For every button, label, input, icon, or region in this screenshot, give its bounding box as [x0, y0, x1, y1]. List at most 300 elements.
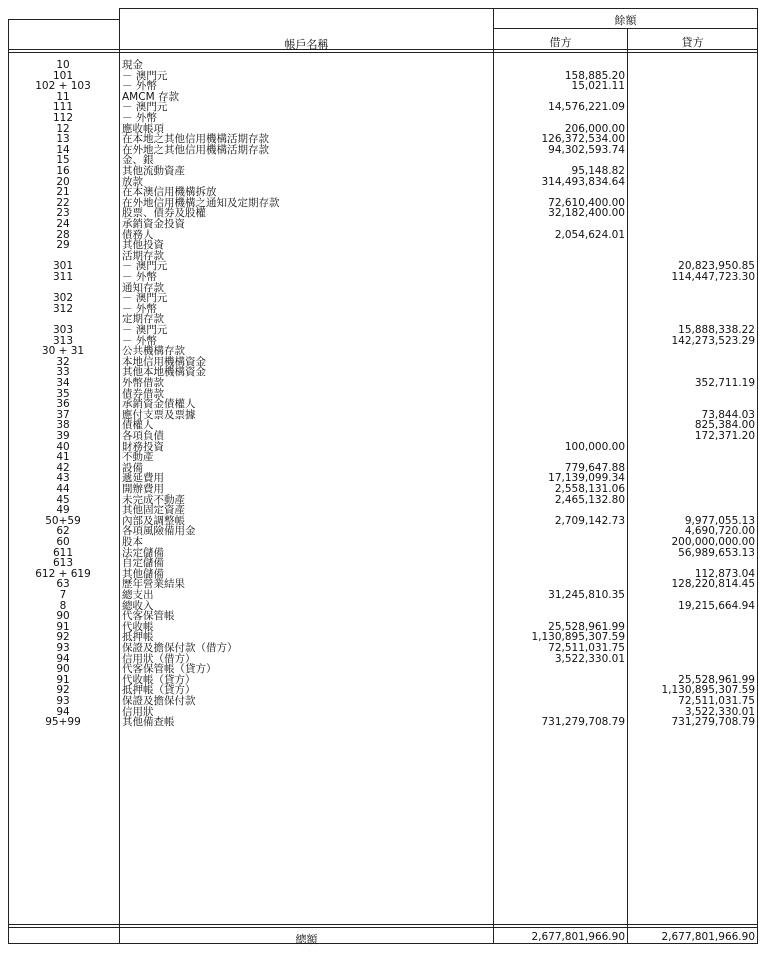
account-name: 其他本地機構資金 — [122, 366, 206, 379]
table-row — [8, 717, 758, 728]
credit-amount: 73,844.03 — [701, 408, 755, 421]
total-top-line-1 — [8, 924, 758, 925]
account-name: － 外幣 — [122, 302, 157, 315]
credit-amount: 114,447,723.30 — [671, 271, 755, 283]
debit-amount: 779,647.88 — [564, 461, 625, 474]
credit-amount — [630, 622, 755, 633]
credit-amount — [630, 484, 755, 495]
table-row — [8, 230, 758, 241]
debit-amount: 32,182,400.00 — [548, 207, 625, 220]
debit-amount — [496, 558, 625, 569]
debit-amount — [496, 675, 625, 686]
account-name: 定期存款 — [122, 313, 164, 326]
debit-amount — [496, 283, 625, 294]
account-code: 40 — [56, 440, 70, 453]
header-bottom-line-2 — [8, 52, 758, 53]
debit-amount — [496, 325, 625, 336]
debit-amount: 206,000.00 — [564, 122, 625, 135]
table-row — [8, 675, 758, 686]
debit-amount: 72,511,031.75 — [548, 642, 625, 654]
account-name: 活期存款 — [122, 249, 164, 262]
table-row — [8, 601, 758, 612]
account-name: 保證及擔保付款（借方） — [122, 642, 238, 654]
account-code: 13 — [56, 133, 70, 146]
account-code: 92 — [56, 631, 70, 644]
credit-amount — [630, 293, 755, 304]
debit-amount — [496, 272, 625, 283]
table-row — [8, 367, 758, 378]
account-name: 代客保管帳（貸方） — [122, 663, 217, 676]
debit-amount — [496, 601, 625, 612]
account-name: 承銷資金債權人 — [122, 398, 196, 411]
debit-amount: 2,709,142.73 — [554, 514, 625, 527]
table-row — [8, 579, 758, 590]
account-name: 債券借款 — [122, 387, 164, 400]
credit-amount: 25,528,961.99 — [678, 673, 755, 686]
debit-amount: 731,279,708.79 — [541, 716, 625, 729]
account-code: 94 — [56, 705, 70, 718]
credit-amount — [630, 346, 755, 357]
credit-amount: 15,888,338.22 — [678, 324, 755, 336]
account-name: 不動產 — [122, 451, 154, 464]
account-name: 保證及擔保付款 — [122, 695, 196, 707]
account-name: 信用狀（借方） — [122, 652, 196, 665]
debit-amount — [496, 304, 625, 315]
account-code: 63 — [56, 578, 70, 591]
account-code: 42 — [56, 461, 70, 474]
account-code: 38 — [56, 419, 70, 432]
account-code: 302 — [52, 292, 74, 305]
account-name: 在外地之其他信用機構活期存款 — [122, 143, 269, 156]
account-code: 21 — [56, 186, 70, 199]
account-name: 自定儲備 — [122, 557, 164, 570]
table-row — [8, 590, 758, 601]
credit-amount: 20,823,950.85 — [678, 260, 755, 273]
account-code: 613 — [52, 557, 74, 570]
debit-amount — [496, 696, 625, 707]
credit-amount — [630, 389, 755, 400]
account-name: 其他投資 — [122, 239, 164, 252]
account-name: 代客保管帳 — [122, 610, 175, 623]
account-name: 應收帳項 — [122, 122, 164, 135]
debit-amount: 14,576,221.09 — [548, 101, 625, 114]
debit-amount: 31,245,810.35 — [548, 589, 625, 601]
account-name: 在本地之其他信用機構活期存款 — [122, 133, 269, 146]
account-name: 歷年營業結果 — [122, 578, 185, 591]
table-row — [8, 548, 758, 559]
account-code: 301 — [52, 260, 74, 273]
table-row — [8, 166, 758, 177]
debit-amount — [496, 569, 625, 580]
account-name: 遞延費用 — [122, 472, 164, 485]
account-name: 其他備查帳 — [122, 716, 175, 729]
table-row — [8, 314, 758, 325]
table-row — [8, 124, 758, 135]
debit-amount: 2,558,131.06 — [554, 483, 625, 495]
debit-amount: 126,372,534.00 — [541, 133, 625, 146]
table-row — [8, 219, 758, 230]
credit-amount — [630, 113, 755, 124]
credit-amount: 56,989,653.13 — [678, 546, 755, 559]
account-code: 28 — [56, 228, 70, 241]
credit-amount: 352,711.19 — [694, 377, 755, 389]
total-credit: 2,677,801,966.90 — [661, 931, 755, 943]
account-name: 股票、債券及股權 — [122, 207, 206, 220]
account-code: 111 — [52, 101, 74, 114]
credit-amount — [630, 81, 755, 92]
table-row — [8, 134, 758, 145]
debit-amount — [496, 251, 625, 262]
credit-amount — [630, 632, 755, 643]
credit-amount — [630, 102, 755, 113]
balance-sheet-table — [8, 8, 758, 948]
table-row — [8, 622, 758, 633]
debit-amount — [496, 526, 625, 537]
credit-amount — [630, 643, 755, 654]
credit-amount: 731,279,708.79 — [671, 716, 755, 729]
account-code: 29 — [56, 239, 70, 252]
table-row — [8, 92, 758, 103]
total-debit: 2,677,801,966.90 — [531, 931, 625, 943]
account-code: 14 — [56, 143, 70, 156]
credit-amount — [630, 92, 755, 103]
debit-amount — [496, 378, 625, 389]
table-row — [8, 569, 758, 580]
account-code: 43 — [56, 472, 70, 485]
account-name: 應付支票及票據 — [122, 408, 196, 421]
account-name: 放款 — [122, 175, 143, 188]
top-border-right — [119, 8, 758, 9]
table-row — [8, 71, 758, 82]
account-code: 93 — [56, 642, 70, 654]
table-row — [8, 336, 758, 347]
account-code: 22 — [56, 196, 70, 209]
account-name: 本地信用機構資金 — [122, 355, 206, 368]
debit-amount: 94,302,593.74 — [548, 143, 625, 156]
account-code: 92 — [56, 684, 70, 697]
account-code: 45 — [56, 493, 70, 506]
credit-amount — [630, 219, 755, 230]
table-row — [8, 664, 758, 675]
account-code: 611 — [52, 546, 74, 559]
credit-amount — [630, 283, 755, 294]
account-name: － 外幣 — [122, 80, 157, 93]
table-row — [8, 293, 758, 304]
credit-amount: 3,522,330.01 — [684, 705, 755, 718]
account-code: 49 — [56, 504, 70, 517]
account-code: 11 — [56, 90, 70, 103]
credit-amount: 19,215,664.94 — [678, 599, 755, 612]
account-name: 代收帳（貸方） — [122, 673, 196, 686]
account-code: 34 — [56, 377, 70, 389]
table-row — [8, 537, 758, 548]
top-border-left — [8, 19, 119, 20]
account-code: 91 — [56, 673, 70, 686]
table-row — [8, 145, 758, 156]
account-name: － 外幣 — [122, 271, 157, 283]
credit-amount — [630, 304, 755, 315]
account-name: 在本澳信用機構拆放 — [122, 186, 217, 199]
account-name: 未完成不動產 — [122, 493, 185, 506]
table-row — [8, 304, 758, 315]
table-row — [8, 208, 758, 219]
debit-amount — [496, 420, 625, 431]
debit-amount — [496, 664, 625, 675]
account-name: 設備 — [122, 461, 143, 474]
table-row — [8, 240, 758, 251]
table-row — [8, 198, 758, 209]
account-name: － 澳門元 — [122, 324, 168, 336]
account-name: 法定儲備 — [122, 546, 164, 559]
table-row — [8, 187, 758, 198]
account-code: 24 — [56, 218, 70, 230]
debit-header: 借方 — [549, 36, 572, 49]
account-code: 101 — [52, 69, 74, 82]
account-name: 內部及調整帳 — [122, 514, 185, 527]
credit-amount — [630, 134, 755, 145]
credit-amount — [630, 240, 755, 251]
table-row — [8, 473, 758, 484]
account-name: 總支出 — [122, 589, 154, 601]
credit-amount — [630, 442, 755, 453]
table-row — [8, 261, 758, 272]
account-code: 23 — [56, 207, 70, 220]
account-name: 財務投資 — [122, 440, 164, 453]
debit-amount: 314,493,834.64 — [541, 175, 625, 188]
credit-amount — [630, 60, 755, 71]
credit-amount — [630, 230, 755, 241]
account-code: 312 — [52, 302, 74, 315]
account-name: 其他固定資產 — [122, 504, 185, 517]
table-row — [8, 558, 758, 569]
account-code: 112 — [52, 112, 74, 124]
debit-amount — [496, 548, 625, 559]
account-code: 91 — [56, 620, 70, 633]
table-row — [8, 696, 758, 707]
account-name: 現金 — [122, 59, 143, 71]
credit-amount — [630, 155, 755, 166]
account-name: 代收帳 — [122, 620, 154, 633]
credit-amount: 825,384.00 — [694, 419, 755, 432]
account-name: － 澳門元 — [122, 101, 168, 114]
account-name: － 外幣 — [122, 334, 157, 347]
account-code: 60 — [56, 536, 70, 548]
account-code: 90 — [56, 663, 70, 676]
total-top-line-2 — [8, 927, 758, 928]
account-name: 債務人 — [122, 228, 154, 241]
table-row — [8, 685, 758, 696]
credit-amount: 1,130,895,307.59 — [661, 684, 755, 697]
table-row — [8, 378, 758, 389]
debit-amount — [496, 389, 625, 400]
account-code: 12 — [56, 122, 70, 135]
account-code: 35 — [56, 387, 70, 400]
table-row — [8, 102, 758, 113]
account-code: 39 — [56, 430, 70, 442]
credit-amount — [630, 208, 755, 219]
account-code: 20 — [56, 175, 70, 188]
credit-amount: 112,873.04 — [694, 567, 755, 580]
account-name: － 澳門元 — [122, 69, 168, 82]
account-code: 30 + 31 — [41, 345, 85, 358]
credit-amount — [630, 187, 755, 198]
debit-amount — [496, 293, 625, 304]
debit-amount — [496, 314, 625, 325]
credit-amount — [630, 177, 755, 188]
debit-amount: 72,610,400.00 — [548, 196, 625, 209]
debit-amount — [496, 537, 625, 548]
balance-header: 餘額 — [614, 14, 637, 27]
credit-amount: 172,371.20 — [694, 430, 755, 442]
debit-amount: 17,139,099.34 — [548, 472, 625, 485]
credit-amount — [630, 463, 755, 474]
table-row — [8, 113, 758, 124]
debit-amount: 1,130,895,307.59 — [531, 631, 625, 644]
account-name: 各項風險備用金 — [122, 525, 196, 538]
account-code: 95+99 — [45, 716, 81, 729]
account-code: 44 — [56, 483, 70, 495]
account-code: 16 — [56, 165, 70, 177]
table-row — [8, 410, 758, 421]
debit-amount — [496, 357, 625, 368]
account-code: 102 + 103 — [35, 80, 91, 93]
credit-amount — [630, 495, 755, 506]
debit-amount — [496, 410, 625, 421]
credit-amount: 72,511,031.75 — [678, 695, 755, 707]
account-code: 90 — [56, 610, 70, 623]
table-row — [8, 399, 758, 410]
table-row — [8, 81, 758, 92]
table-row — [8, 452, 758, 463]
account-code: 313 — [52, 334, 74, 347]
debit-amount: 158,885.20 — [564, 69, 625, 82]
account-name: 總收入 — [122, 599, 154, 612]
account-name: 股本 — [122, 536, 143, 548]
account-code: 32 — [56, 355, 70, 368]
account-code: 93 — [56, 695, 70, 707]
account-code: 36 — [56, 398, 70, 411]
debit-amount — [496, 685, 625, 696]
account-code: 303 — [52, 324, 74, 336]
credit-amount — [630, 357, 755, 368]
credit-amount — [630, 198, 755, 209]
table-row — [8, 632, 758, 643]
table-row — [8, 505, 758, 516]
account-name: － 外幣 — [122, 112, 157, 124]
total-label: 總額 — [295, 933, 318, 946]
account-code: 37 — [56, 408, 70, 421]
table-row — [8, 463, 758, 474]
credit-header: 貸方 — [681, 36, 704, 49]
debit-amount: 100,000.00 — [564, 440, 625, 453]
account-name: 公共機構存款 — [122, 345, 185, 358]
debit-amount — [496, 346, 625, 357]
account-name: 抵押帳 — [122, 631, 154, 644]
account-code: 15 — [56, 154, 70, 167]
account-name: 金、銀 — [122, 154, 154, 167]
account-code: 62 — [56, 525, 70, 538]
account-code: 10 — [56, 59, 70, 71]
table-row — [8, 283, 758, 294]
credit-amount: 200,000,000.00 — [671, 536, 755, 548]
credit-amount: 142,273,523.29 — [671, 334, 755, 347]
debit-amount: 2,465,132.80 — [554, 493, 625, 506]
table-row — [8, 251, 758, 262]
credit-amount — [630, 145, 755, 156]
debit-amount: 25,528,961.99 — [548, 620, 625, 633]
table-row — [8, 420, 758, 431]
debit-amount — [496, 261, 625, 272]
account-code: 41 — [56, 451, 70, 464]
account-name: 開辦費用 — [122, 483, 164, 495]
debit-amount — [496, 367, 625, 378]
credit-amount — [630, 71, 755, 82]
account-code: 94 — [56, 652, 70, 665]
table-row — [8, 272, 758, 283]
account-code: 612 + 619 — [35, 567, 91, 580]
account-name: 在外地信用機構之通知及定期存款 — [122, 196, 280, 209]
credit-amount — [630, 611, 755, 622]
debit-amount — [496, 336, 625, 347]
balance-subheader-line — [493, 28, 758, 29]
debit-amount: 95,148.82 — [571, 165, 625, 177]
table-row — [8, 177, 758, 188]
account-name: 外幣借款 — [122, 377, 164, 389]
account-code: 33 — [56, 366, 70, 379]
account-name: 抵押帳（貸方） — [122, 684, 196, 697]
account-name: － 澳門元 — [122, 292, 168, 305]
account-code: 8 — [59, 599, 67, 612]
table-row — [8, 325, 758, 336]
account-code: 311 — [52, 271, 74, 283]
account-name: 其他流動資產 — [122, 165, 185, 177]
table-row — [8, 155, 758, 166]
table-row — [8, 431, 758, 442]
table-row — [8, 389, 758, 400]
table-row — [8, 516, 758, 527]
account-name: 承銷資金投資 — [122, 218, 185, 230]
debit-amount — [496, 240, 625, 251]
account-name: 通知存款 — [122, 281, 164, 294]
credit-amount: 4,690,720.00 — [684, 525, 755, 538]
table-row — [8, 643, 758, 654]
account-name: 其他儲備 — [122, 567, 164, 580]
table-row — [8, 357, 758, 368]
table-row — [8, 442, 758, 453]
debit-amount: 2,054,624.01 — [554, 228, 625, 241]
credit-amount — [630, 166, 755, 177]
credit-amount — [630, 473, 755, 484]
credit-amount — [630, 452, 755, 463]
account-name: 債權人 — [122, 419, 154, 432]
credit-amount: 128,220,814.45 — [671, 578, 755, 591]
account-name: 信用狀 — [122, 705, 154, 718]
account-name: AMCM 存款 — [122, 90, 179, 103]
table-row — [8, 611, 758, 622]
table-row — [8, 707, 758, 718]
table-row — [8, 526, 758, 537]
debit-amount: 15,021.11 — [571, 80, 625, 93]
table-row — [8, 60, 758, 71]
debit-amount — [496, 399, 625, 410]
table-row — [8, 654, 758, 665]
account-name: 各項負債 — [122, 430, 164, 442]
table-row — [8, 495, 758, 506]
account-name-header: 帳戶名稱 — [284, 38, 329, 51]
credit-amount — [630, 124, 755, 135]
table-row — [8, 484, 758, 495]
debit-amount: 3,522,330.01 — [554, 652, 625, 665]
